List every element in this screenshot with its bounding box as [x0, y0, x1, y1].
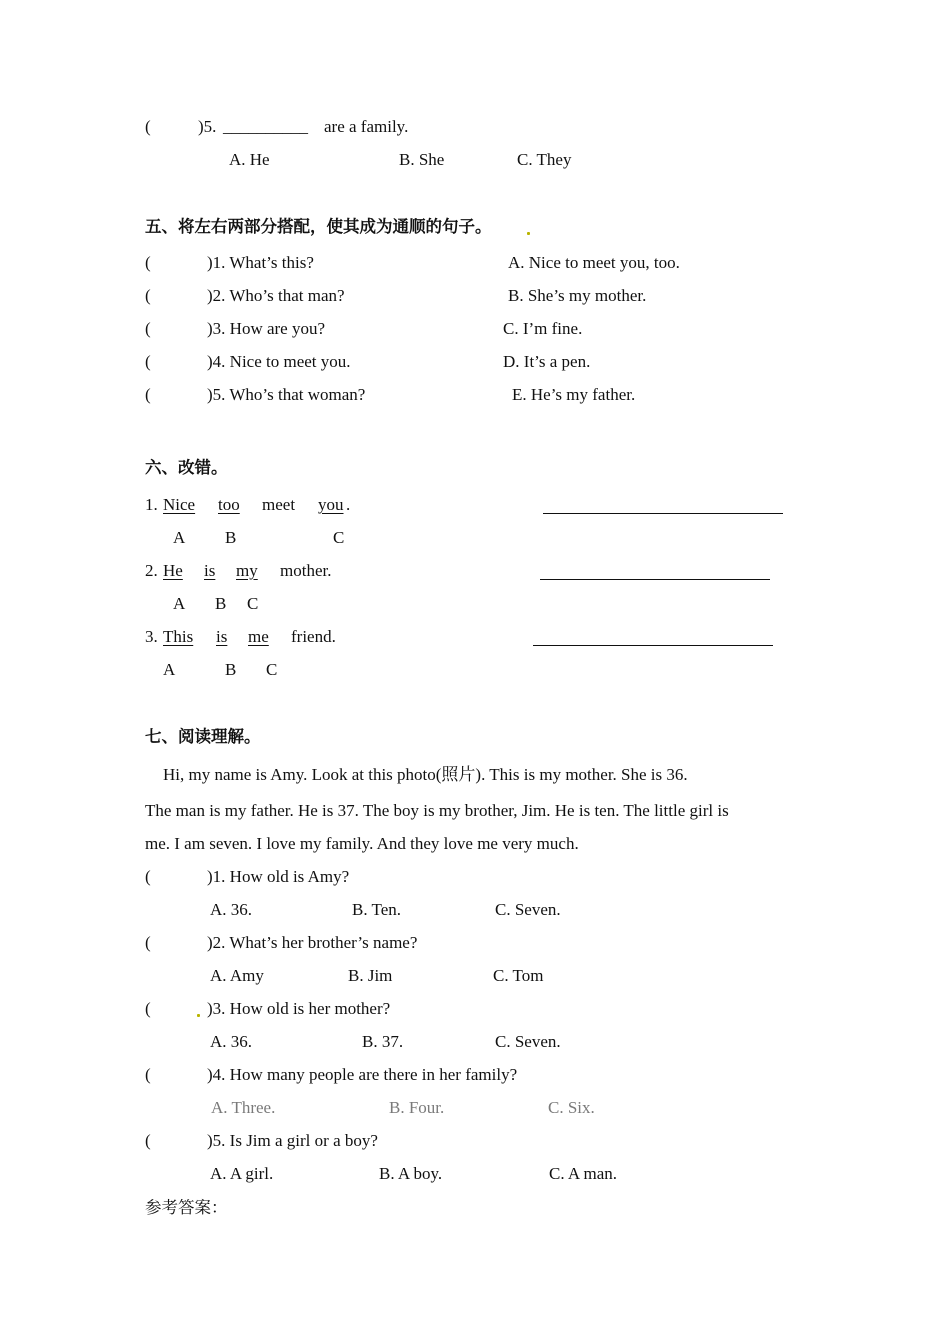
label-a: A: [173, 594, 186, 613]
option-c: C. Six.: [548, 1098, 595, 1117]
passage-line: Hi, my name is Amy. Look at this photo(照片). This is my mother. She is 36.: [163, 765, 688, 784]
option-a: A. Three.: [211, 1098, 276, 1117]
option-a: A. He: [229, 150, 270, 169]
paren: (: [145, 933, 151, 952]
paren: (: [145, 385, 151, 404]
correction-line: [533, 645, 773, 646]
label-a: A: [163, 660, 176, 679]
stray-mark: [527, 232, 530, 235]
answer-blank: __________: [223, 117, 308, 136]
paren: (: [145, 867, 151, 886]
period: .: [346, 495, 351, 514]
option-c: C. A man.: [549, 1164, 618, 1183]
stray-mark: [197, 1014, 200, 1017]
paren: (: [145, 117, 151, 136]
correction-line: [543, 513, 783, 514]
underlined-word-c: me: [248, 627, 269, 646]
reading-question: )4. How many people are there in her family?: [207, 1065, 518, 1084]
option-a: A. 36.: [210, 900, 253, 919]
item-number: 3.: [145, 627, 158, 646]
match-answer: A. Nice to meet you, too.: [508, 253, 680, 272]
option-b: B. She: [399, 150, 445, 169]
match-question: )4. Nice to meet you.: [207, 352, 351, 371]
question-number: )5.: [198, 117, 217, 136]
match-question: )3. How are you?: [207, 319, 326, 338]
match-question: )5. Who’s that woman?: [207, 385, 366, 404]
reading-question: )3. How old is her mother?: [207, 999, 391, 1018]
item-number: 1.: [145, 495, 158, 514]
option-b: B. Ten.: [352, 900, 402, 919]
paren: (: [145, 286, 151, 305]
label-c: C: [333, 528, 345, 547]
underlined-word-a: Nice: [163, 495, 196, 514]
match-answer: D. It’s a pen.: [503, 352, 591, 371]
underlined-word-a: He: [163, 561, 183, 580]
option-b: B. 37.: [362, 1032, 404, 1051]
option-b: B. A boy.: [379, 1164, 443, 1183]
label-b: B: [215, 594, 227, 613]
label-b: B: [225, 528, 237, 547]
word: friend.: [291, 627, 336, 646]
label-b: B: [225, 660, 237, 679]
passage-line: me. I am seven. I love my family. And they love me very much.: [145, 834, 579, 853]
answer-key-label: 参考答案：: [145, 1198, 228, 1217]
paren: (: [145, 253, 151, 272]
item-number: 2.: [145, 561, 158, 580]
match-answer: C. I’m fine.: [503, 319, 583, 338]
section-7-title: 七、阅读理解。: [145, 727, 261, 746]
reading-question: )2. What’s her brother’s name?: [207, 933, 418, 952]
option-c: C. Seven.: [495, 1032, 561, 1051]
correction-line: [540, 579, 770, 580]
option-a: A. Amy: [210, 966, 264, 985]
question-text: are a family.: [324, 117, 409, 136]
paren: (: [145, 352, 151, 371]
paren: (: [145, 999, 151, 1018]
underlined-word-a: This: [163, 627, 194, 646]
section-6-title: 六、改错。: [145, 458, 228, 477]
match-question: )2. Who’s that man?: [207, 286, 345, 305]
option-b: B. Jim: [348, 966, 393, 985]
label-a: A: [173, 528, 186, 547]
paren: (: [145, 1131, 151, 1150]
label-c: C: [247, 594, 259, 613]
match-answer: E. He’s my father.: [512, 385, 636, 404]
paren: (: [145, 1065, 151, 1084]
passage-line: The man is my father. He is 37. The boy is my brother, Jim. He is ten. The little girl is: [145, 801, 729, 820]
section-5-title: 五、将左右两部分搭配，使其成为通顺的句子。: [145, 217, 492, 236]
option-b: B. Four.: [389, 1098, 445, 1117]
option-c: C. They: [517, 150, 572, 169]
match-question: )1. What’s this?: [207, 253, 314, 272]
option-a: A. A girl.: [210, 1164, 274, 1183]
reading-question: )5. Is Jim a girl or a boy?: [207, 1131, 378, 1150]
underlined-word-b: is: [216, 627, 228, 646]
label-c: C: [266, 660, 278, 679]
underlined-word-b: is: [204, 561, 216, 580]
reading-question: )1. How old is Amy?: [207, 867, 350, 886]
option-a: A. 36.: [210, 1032, 253, 1051]
match-answer: B. She’s my mother.: [508, 286, 647, 305]
option-c: C. Tom: [493, 966, 544, 985]
word: mother.: [280, 561, 332, 580]
option-c: C. Seven.: [495, 900, 561, 919]
underlined-word-c: you: [318, 495, 344, 514]
underlined-word-c: my: [236, 561, 258, 580]
paren: (: [145, 319, 151, 338]
word: meet: [262, 495, 296, 514]
underlined-word-b: too: [218, 495, 240, 514]
